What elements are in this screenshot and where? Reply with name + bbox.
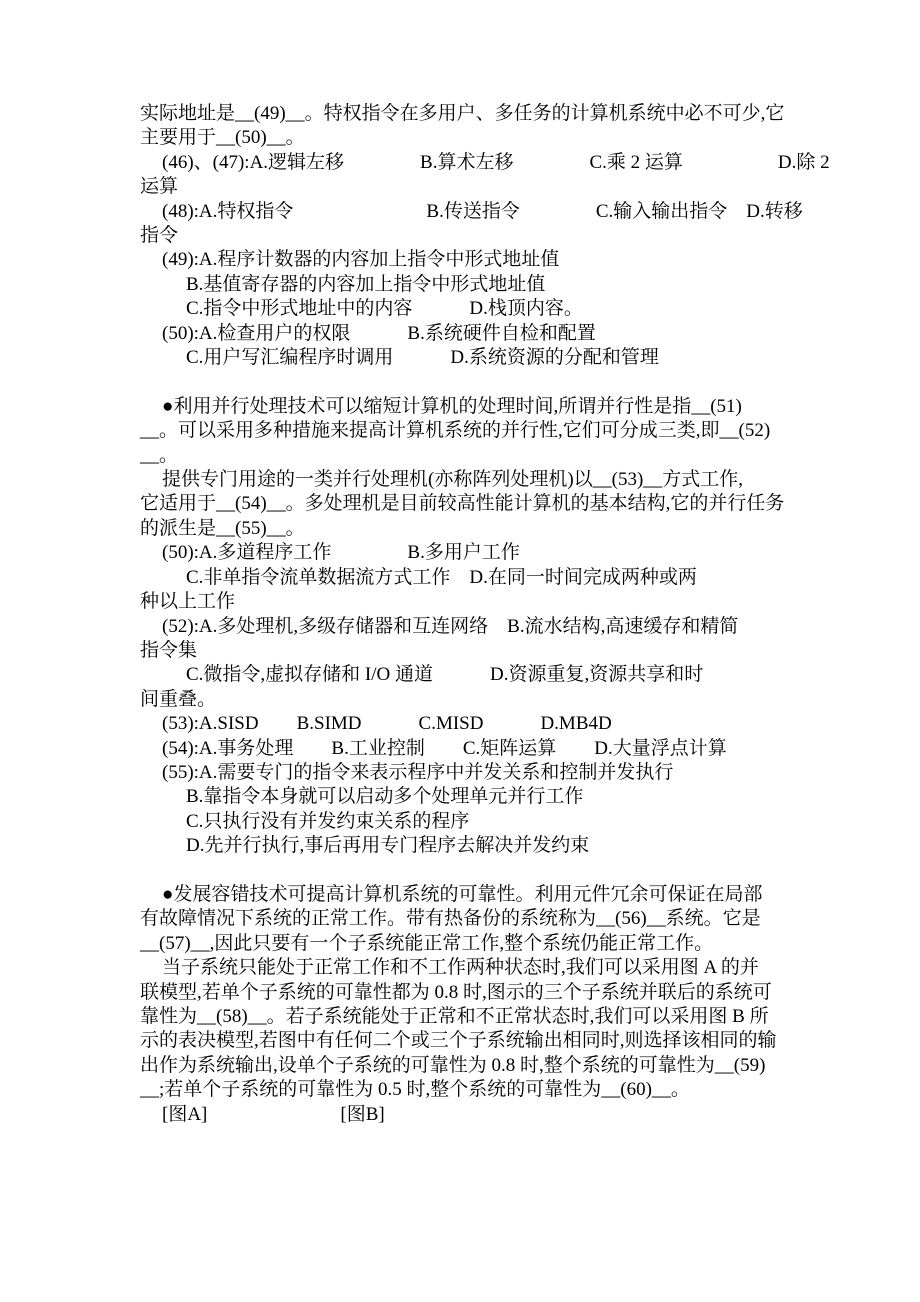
text-line: 有故障情况下系统的正常工作。带有热备份的系统称为__(56)__系统。它是 xyxy=(140,908,761,930)
text-line: 示的表决模型,若图中有任何二个或三个子系统输出相同时,则选择该相同的输 xyxy=(140,1030,777,1052)
text-line: D.先并行执行,事后再用专门程序去解决并发约束 xyxy=(186,835,590,857)
text-line-question-50-options: (50):A.检查用户的权限 B.系统硬件自检和配置 xyxy=(162,322,596,344)
text-line: 运算 xyxy=(140,176,179,198)
text-line: 指令 xyxy=(140,225,179,247)
text-line: __;若单个子系统的可靠性为 0.5 时,整个系统的可靠性为__(60)__。 xyxy=(140,1079,690,1101)
text-line: C.非单指令流单数据流方式工作 D.在同一时间完成两种或两 xyxy=(186,566,697,588)
document-text-block xyxy=(140,102,860,1127)
text-line: 指令集 xyxy=(140,639,198,661)
text-line: __。 xyxy=(140,444,179,466)
text-line-question-54-options: (54):A.事务处理 B.工业控制 C.矩阵运算 D.大量浮点计算 xyxy=(162,737,727,759)
text-line-question-51-options: (50):A.多道程序工作 B.多用户工作 xyxy=(162,542,520,564)
text-line: C.只执行没有并发约束关系的程序 xyxy=(186,810,470,832)
text-line-question-49-options: (49):A.程序计数器的内容加上指令中形式地址值 xyxy=(162,249,560,271)
text-line: 主要用于__(50)__。 xyxy=(140,127,305,149)
text-line-question-53-options: (53):A.SISD B.SIMD C.MISD D.MB4D xyxy=(162,713,612,735)
text-line: 它适用于__(54)__。多处理机是目前较高性能计算机的基本结构,它的并行任务 xyxy=(140,493,785,515)
text-line: 出作为系统输出,设单个子系统的可靠性为 0.8 时,整个系统的可靠性为__(59) xyxy=(140,1054,766,1076)
text-line: B.基值寄存器的内容加上指令中形式地址值 xyxy=(186,273,546,295)
text-line: C.微指令,虚拟存储和 I/O 通道 D.资源重复,资源共享和时 xyxy=(186,664,704,686)
text-line: 间重叠。 xyxy=(140,688,217,710)
text-line: 实际地址是__(49)__。特权指令在多用户、多任务的计算机系统中必不可少,它 xyxy=(140,103,785,124)
text-line: 联模型,若单个子系统的可靠性都为 0.8 时,图示的三个子系统并联后的系统可 xyxy=(140,981,772,1003)
text-line: C.用户写汇编程序时调用 D.系统资源的分配和管理 xyxy=(186,347,659,369)
text-line: B.靠指令本身就可以启动多个处理单元并行工作 xyxy=(186,786,584,808)
text-line-section-fault-tolerance: ●发展容错技术可提高计算机系统的可靠性。利用元件冗余可保证在局部 xyxy=(162,883,763,905)
text-line-section-parallel-processing: ●利用并行处理技术可以缩短计算机的处理时间,所谓并行性是指__(51) xyxy=(162,395,742,417)
text-line: 的派生是__(55)__。 xyxy=(140,517,305,539)
text-line-figure-labels: [图A] [图B] xyxy=(162,1103,385,1125)
text-line: 提供专门用途的一类并行处理机(亦称阵列处理机)以__(53)__方式工作, xyxy=(162,469,744,491)
text-line: 当子系统只能处于正常工作和不工作两种状态时,我们可以采用图 A 的并 xyxy=(162,957,759,979)
text-line: 靠性为__(58)__。若子系统能处于正常和不正常状态时,我们可以采用图 B 所 xyxy=(140,1006,769,1027)
text-line-question-55-options: (55):A.需要专门的指令来表示程序中并发关系和控制并发执行 xyxy=(162,761,674,783)
text-line: __。可以采用多种措施来提高计算机系统的并行性,它们可分成三类,即__(52) xyxy=(140,420,771,442)
text-line: __(57)__,因此只要有一个子系统能正常工作,整个系统仍能正常工作。 xyxy=(140,932,714,954)
text-line: 种以上工作 xyxy=(140,591,236,613)
blank-line xyxy=(140,859,860,883)
text-line-question-48-options: (48):A.特权指令 B.传送指令 C.输入输出指令 D.转移 xyxy=(162,200,803,222)
text-line: C.指令中形式地址中的内容 D.栈顶内容。 xyxy=(186,298,583,320)
text-line-question-46-47-options: (46)、(47):A.逻辑左移 B.算术左移 C.乘 2 运算 D.除 2 xyxy=(162,151,830,173)
blank-line xyxy=(140,370,860,394)
text-line-question-52-options: (52):A.多处理机,多级存储器和互连网络 B.流水结构,高速缓存和精简 xyxy=(162,615,739,637)
